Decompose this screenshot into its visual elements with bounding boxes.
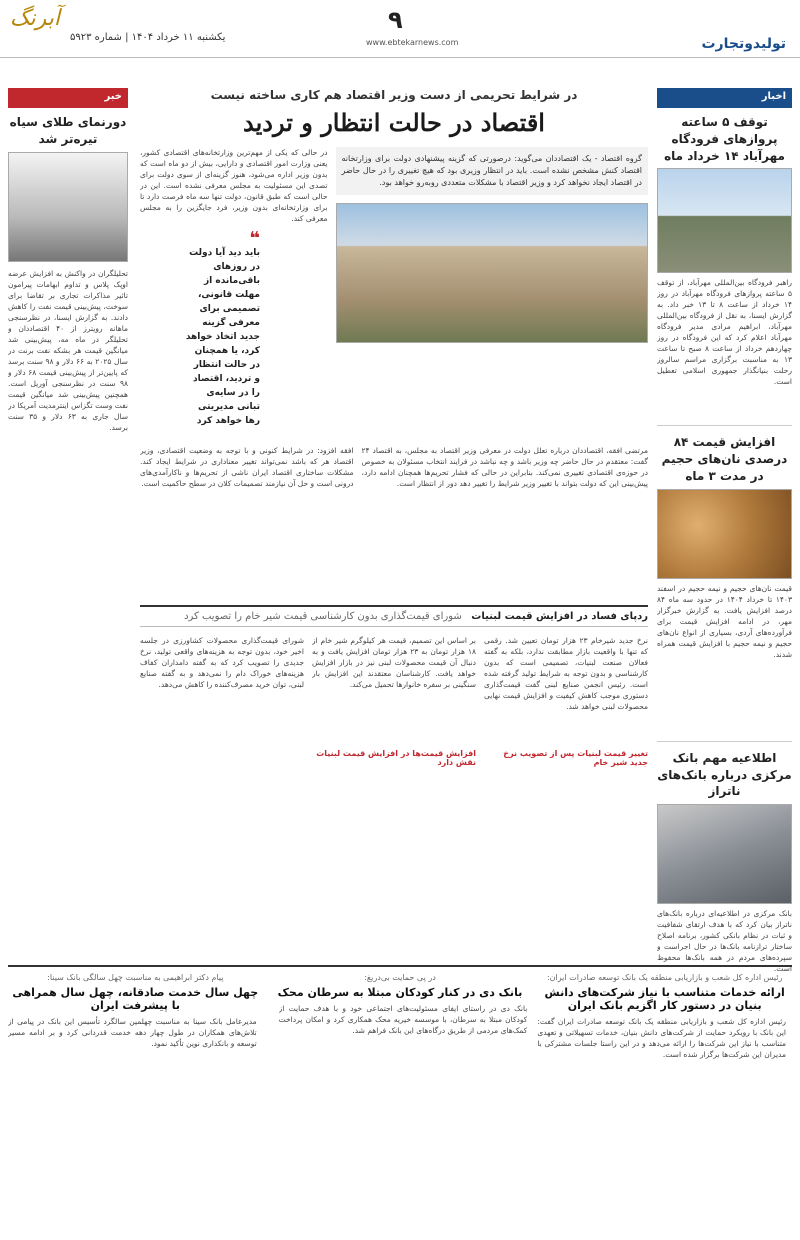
bank-photo	[657, 804, 792, 904]
main-lead: گروه اقتصاد - یک اقتصاددان می‌گوید: درصورتی که گزینه پیشنهادی دولت برای وزارتخانه اقتصاد کنش مشخص نشده است. باید در انتظار وزیری بود که هیچ تغییری را در حال حاضر در اقتصاد ایجاد نخواهد کرد و وزیر اقتصاد با مشکلات متعددی روبه‌رو خواهد بود.	[336, 147, 649, 195]
dairy-subhead-2: افزایش قیمت‌ها در افزایش قیمت لبنیات نقش دارد	[316, 749, 476, 767]
main-body-3: افقه افزود: در شرایط کنونی و با توجه به وضعیت اقتصادی، وزیر اقتصاد هر که باشد نمی‌تواند تغییر معناداری در شرایط ایجاد کند. مشکلات ساختاری اقتصاد ایران ناشی از تحریم‌ها و ناکارآمدی‌های درونی است و حل آن نیازمند تصمیمات کلان در سطح حاکمیت است.	[140, 446, 354, 488]
main-headline: اقتصاد در حالت انتظار و تردید	[243, 108, 545, 137]
bread-photo	[657, 489, 792, 579]
news-headline-3: اطلاعیه مهم بانک مرکزی درباره بانک‌های ناتراز	[657, 750, 792, 799]
page-header	[0, 0, 800, 58]
main-article	[140, 88, 648, 771]
news-body-1: راهبر فرودگاه بین‌المللی مهرآباد، از توقف ۵ ساعته پروازهای فرودگاه مهرآباد در روز ۱۴ خرداد از ساعت ۸ تا ۱۳ خبر داد. به گزارش ایسنا، به نقل از فرودگاه بین‌المللی مهرآباد، ابراهیم مرادی مدیر فرودگاه مهرآباد اعلام کرد که این فرودگاه در روز چهاردهم خرداد از ساعت ۸ صبح تا ساعت ۱۳ به مناسبت برگزاری مراسم سالروز رحلت بنیانگذار جمهوری اسلامی تعطیل است.	[657, 278, 792, 387]
pull-quote: ❝ باید دید آیا دولت در روزهای باقی‌مانده از مهلت قانونی، تصمیمی برای معرفی گزینه جدید اتخاذ خواهد کرد، یا همچنان در حالت انتظار و تردید، اقتصاد را در سایه‌ی تبانی مدیریتی رها خواهد کرد	[185, 228, 260, 426]
dairy-headline: ردپای فساد در افزایش قیمت لبنیات	[471, 611, 648, 622]
dairy-section-header	[140, 605, 648, 627]
news-body-3: بانک مرکزی در اطلاعیه‌ای درباره بانک‌های ناتراز بیان کرد که با هدف ارتقای شفافیت و ثبات در نظام بانکی کشور، برنامه اصلاح ساختار ترازنامه بانک‌ها در حال اجراست و سپرده‌های مردم در همه بانک‌ها محفوظ است.	[657, 909, 792, 974]
dairy-subhead-1: تغییر قیمت لبنیات پس از تصویب نرخ جدید شیر خام	[503, 749, 648, 767]
dairy-kicker: شورای قیمت‌گذاری بدون کارشناسی قیمت شیر خام را تصویب کرد	[184, 611, 462, 622]
dairy-body-1: نرخ جدید شیرخام ۲۳ هزار تومان تعیین شد. رقمی که تنها با واقعیت بازار مطابقت ندارد، بلکه به گفته فعالان صنعت لبنیات، تصمیمی است که بدون کارشناسی و بدون توجه به شرایط تولید گرفته شده است. رئیس انجمن صنایع لبنی گفت قیمت‌گذاری دستوری موجب کاهش کیفیت و افزایش قیمت نهایی محصولات لبنی خواهد شد.	[484, 636, 648, 711]
main-kicker: در شرایط تحریمی از دست وزیر اقتصاد هم کاری ساخته نیست	[210, 88, 578, 102]
newspaper-logo: آبرنگ	[9, 6, 60, 31]
quote-icon: ❝	[249, 228, 260, 249]
bottom-article-export-bank: رئیس اداره کل شعب و بازاریابی منطقه یک بانک توسعه صادرات ایران: ارائه خدمات متناسب با نیاز شرکت‌های دانش بنیان در دستور کار اگزیم بانک ایران رئیس اداره کل شعب و بازاریابی منطقه یک بانک توسعه صادرات ایران گفت: این بانک با رویکرد حمایت از شرکت‌های دانش بنیان، خدمات تسهیلاتی و تعهدی متناسب با نیاز این شرکت‌ها را ارائه می‌دهد و در این راستا جلسات مشترکی با مدیران این شرکت‌ها برگزار شده است.	[537, 973, 786, 1059]
ministry-building-photo	[336, 203, 649, 343]
dairy-body-3: شورای قیمت‌گذاری محصولات کشاورزی در جلسه اخیر خود، بدون توجه به هزینه‌های واقعی تولید، نرخ جدیدی را تصویب کرد که به گفته دامداران کفاف هزینه‌های خوراک دام را نمی‌دهد و به گفته صنایع لبنی، توان خرید مصرف‌کننده را کاهش می‌دهد.	[140, 636, 304, 689]
bottom-article-dey-bank: در پی حمایت بی‌دریغ: بانک دی در کنار کودکان مبتلا به سرطان محک بانک دی در راستای ایفای مسئولیت‌های اجتماعی خود و با هدف حمایت از کودکان مبتلا به سرطان، با موسسه خیریه محک همکاری کرد و امکان پرداخت کمک‌های مردمی از طریق درگاه‌های این بانک فراهم شد.	[277, 973, 528, 1035]
bottom-ads	[8, 965, 792, 1235]
news-headline-1: توقف ۵ ساعته پروازهای فرودگاه مهرآباد ۱۴ خرداد ماه	[664, 115, 785, 163]
page-number: ۹	[388, 6, 403, 34]
section-title: تولیدوتجارت	[701, 36, 786, 52]
left-news-column	[8, 88, 128, 908]
news-body-2: قیمت نان‌های حجیم و نیمه حجیم در اسفند ۱۴۰۳ تا خرداد ۱۴۰۴ در حدود سه ماه ۸۴ درصد افزایش یافت. به گزارش خبرگزار مهر، در ادامه افزایش قیمت برای فرآورده‌های آردی، بسیاری از انواع نان‌های حجیم و نیمه حجیم با افزایش قیمت همراه شدند.	[657, 583, 792, 659]
issue-date: یکشنبه ۱۱ خرداد ۱۴۰۴ | شماره ۵۹۲۳	[70, 32, 226, 43]
news-headline-2: افزایش قیمت ۸۴ درصدی نان‌های حجیم در مدت ۳ ماه	[661, 435, 788, 483]
news-tag: اخبار	[657, 88, 792, 108]
news-tag: خبر	[8, 88, 128, 108]
bottom-article-sina-bank: پیام دکتر ابراهیمی به مناسبت چهل سالگی بانک سینا: چهل سال خدمت صادقانه، چهل سال همراهی با پیشرفت ایران مدیرعامل بانک سینا به مناسبت چهلمین سالگرد تأسیس این بانک در پیامی از تلاش‌های همکاران در طول چهار دهه خدمت قدردانی کرد و بر ادامه مسیر توسعه و بانکداری نوین تأکید نمود.	[7, 973, 259, 1048]
right-news-column	[657, 88, 792, 1028]
oil-body: تحلیلگران در واکنش به افزایش عرضه اوپک پلاس و تداوم ابهامات پیرامون تاثیر مذاکرات تجاری بر تقاضا برای سوخت، پیش‌بینی قیمت نفت را کاهش دادند. به گزارش ایسنا، در نظرسنجی ماهانه رویترز از ۴۰ اقتصاددان و تحلیلگر در ماه مه، پیش‌بینی شد میانگین قیمت هر بشکه نفت برنت در سال ۲۰۲۵ به ۶۶ دلار و ۹۸ سنت برسد که پایین‌تر از پیش‌بینی قیمت ۶۸ دلار و ۹۸ سنت در نظرسنجی آوریل است. همچنین پیش‌بینی شد میانگین قیمت نفت وست تگزاس اینترمدیت آمریکا در سال جاری به ۶۳ دلار و ۳۵ سنت برسد.	[8, 268, 128, 432]
oil-chart-photo	[8, 152, 128, 262]
main-body-1: در حالی که یکی از مهم‌ترین وزارتخانه‌های اقتصادی کشور، یعنی وزارت امور اقتصادی و دارایی، بیش از دو ماه است که بدون وزیر اداره می‌شود، هنوز گزینه‌ای از سوی دولت برای تصدی این مسئولیت به مجلس معرفی نشده است. این در حالی است که طبق قانون، دولت تنها سه ماه فرصت دارد تا برای وزارتخانه‌ای بدون وزیر، فرد جایگزین را به مجلس معرفی کند.	[140, 148, 328, 223]
airport-photo	[657, 168, 792, 273]
main-body-2: مرتضی افقه، اقتصاددان درباره تعلل دولت در معرفی وزیر اقتصاد به مجلس، به اقتصاد ۲۴ گفت: معتقدم در حال حاضر چه وزیر باشد و چه نباشد در فرایند انتخاب مسئولان به خصوص در حوزه‌ی اقتصادی تغییری نمی‌کند. بنابراین در حالی که فشار تحریم‌ها همچنان ادامه دارد، پیش‌بینی این که دولت بتواند با تغییر وزیر شرایط را تغییر دهد دور از انتظار است.	[361, 446, 648, 488]
oil-headline: دورنمای طلای سیاه تیره‌تر شد	[9, 115, 127, 146]
dairy-body-2: بر اساس این تصمیم، قیمت هر کیلوگرم شیر خام از ۱۸ هزار تومان به ۲۳ هزار تومان افزایش یافت و به دنبال آن قیمت محصولات لبنی نیز در بازار افزایش خواهد یافت. کارشناسان معتقدند این افزایش بار سنگینی بر سفره خانوارها تحمیل می‌کند.	[312, 636, 476, 689]
website: www.ebtekarnews.com	[366, 38, 459, 47]
